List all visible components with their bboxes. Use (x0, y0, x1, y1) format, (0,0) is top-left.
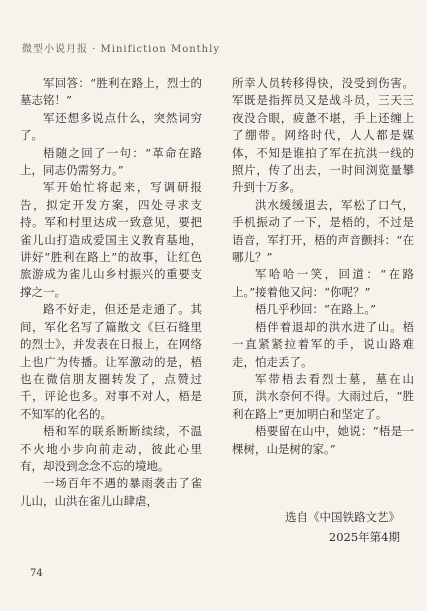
paragraph: 梧伴着退却的洪水进了山。梧一直紧紧拉着军的手，说山路难走，怕走丢了。 (232, 319, 414, 369)
paragraph: 军回答：“胜利在路上，烈士的墓志铭！” (20, 76, 202, 108)
page-number: 74 (30, 568, 43, 579)
paragraph-continuation: 所幸人员转移得快，没受到伤害。军既是指挥员又是战斗员，三天三夜没合眼，疲惫不堪，手上还缠上了绷带。网络时代，人人都是媒体，不知是谁拍了军在抗洪一线的照片，传了出去，一时间浏览量攀升到十万多。 (232, 76, 414, 195)
paragraph: 洪水缓缓退去，军松了口气，手机振动了一下，是梧的，不过是语音，军打开，梧的声音颤抖：“在哪儿？” (232, 197, 414, 265)
right-column (232, 75, 414, 458)
paragraph: 梧要留在山中，她说：“梧是一棵树，山是树的家。” (232, 424, 414, 456)
paragraph: 军哈哈一笑，回道：“在路上。”接着他又问：“你呢？” (232, 267, 414, 299)
paragraph: 军带梧去看烈士墓，墓在山顶，洪水奈何不得。大雨过后，“胜利在路上”更加明白和坚定了。 (232, 371, 414, 421)
paragraph: 军还想多说点什么，突然词穷了。 (20, 110, 202, 143)
paragraph: 梧几乎秒回：“在路上。” (255, 302, 377, 317)
source-publication: 选自《中国铁路文艺》 (285, 510, 400, 524)
magazine-header: 微型小说月报 · Minifiction Monthly (22, 44, 220, 55)
paragraph: 路不好走，但还是走通了。其间，军化名写了篇散文《巨石缝里的烈士》，并发表在日报上，在网络上也广为传播。让军激动的是，梧也在微信朋友圈转发了，点赞过千，评论也多。对事不对人，梧是不知军的化名的。 (20, 302, 202, 421)
source-note (285, 507, 400, 547)
paragraph: 梧和军的联系断断续续，不温不火地小步向前走动，彼此心里有，却没到念念不忘的境地。 (20, 424, 202, 473)
left-column (20, 75, 202, 510)
paragraph: 一场百年不遇的暴雨袭击了雀儿山，山洪在雀儿山肆虐， (20, 476, 202, 508)
paragraph: 军开始忙将起来，写调研报告，拟定开发方案，四处寻求支持。军和村里达成一致意见，要把雀儿山打造成爱国主义教育基地，讲好“胜利在路上”的故事，让红色旅游成为雀儿山乡村振兴的重要支撑之一。 (20, 180, 202, 299)
source-issue: 2025年第4期 (328, 530, 400, 544)
paragraph: 梧随之回了一句：“革命在路上，同志仍需努力。” (20, 145, 202, 178)
